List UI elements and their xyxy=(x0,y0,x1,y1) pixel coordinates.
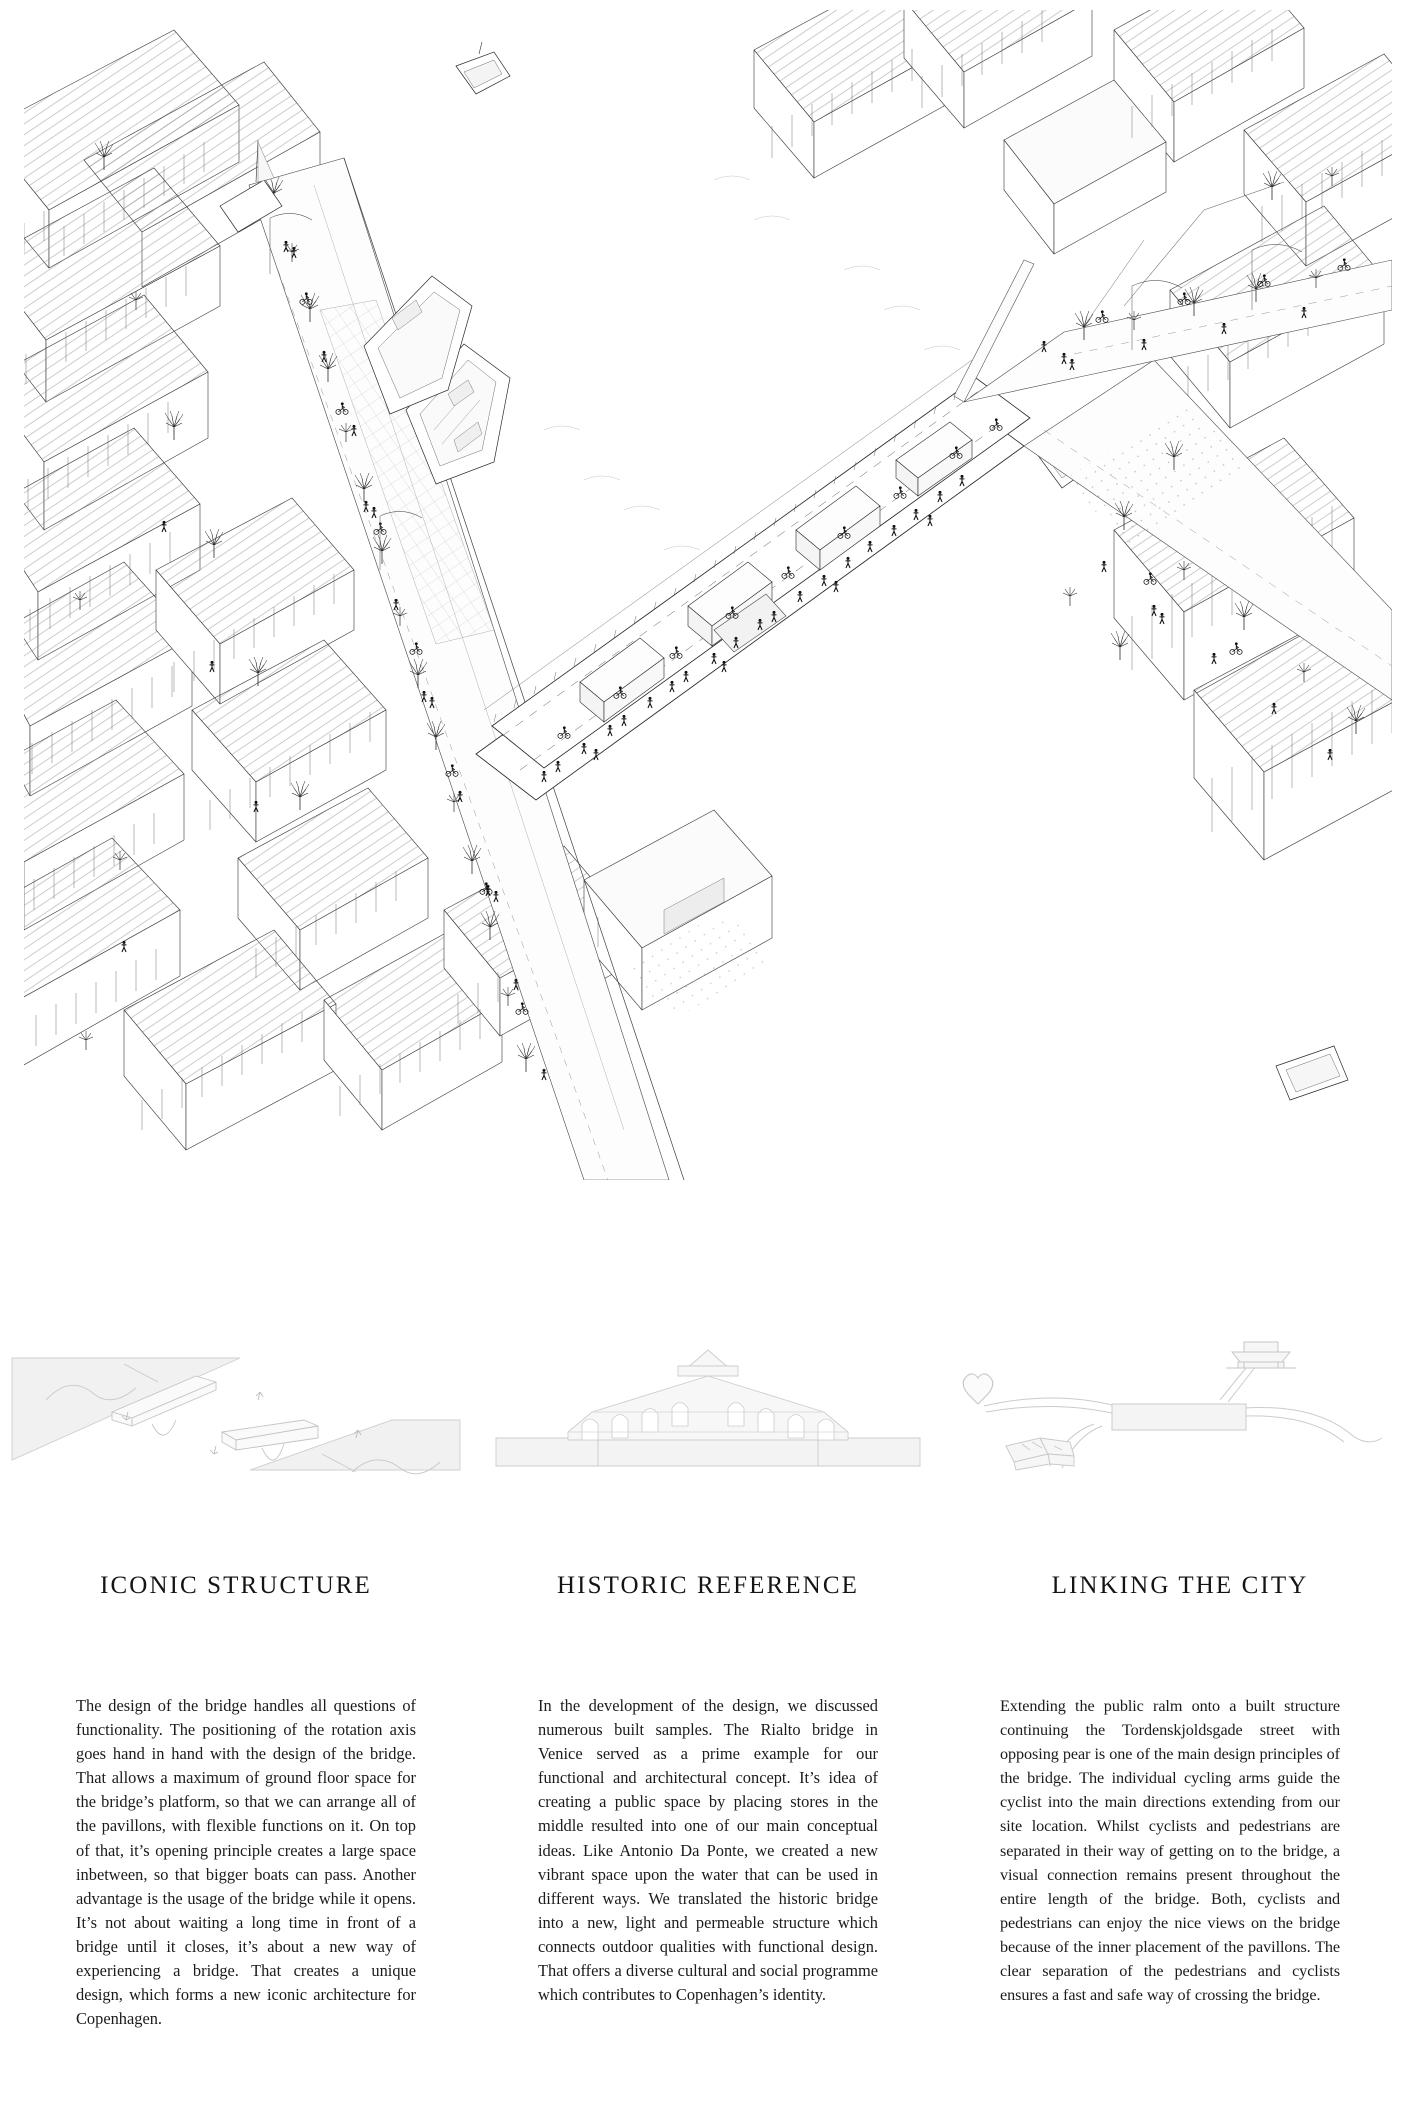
heading-cell-linking xyxy=(944,1572,1416,1600)
body-text-historic-reference: In the development of the design, we discussed numerous built samples. The Rialto bridge in Venice served as a prime example for our functional and architectural concept. It’s idea of creating a public space by placing stores in the middle resulted into one of our main conceptual ideas. Like Antonio Da Ponte, we created a new vibrant space upon the water that can be used in different ways. We translated the historic bridge into a new, light and permeable structure which connects outdoor qualities with functional design. That offers a diverse cultural and social programme which contributes to Copenhagen’s identity. xyxy=(538,1696,878,2005)
body-text-columns xyxy=(0,1694,1416,2031)
heading-cell-historic xyxy=(472,1572,944,1600)
rialto-bridge-diagram xyxy=(472,1320,944,1480)
column-iconic-structure xyxy=(76,1694,416,2031)
diagram-historic-reference xyxy=(472,1320,944,1480)
iconic-structure-diagram xyxy=(0,1320,472,1480)
linking-city-diagram xyxy=(944,1320,1416,1480)
section-headings xyxy=(0,1572,1416,1600)
heading-iconic-structure: ICONIC STRUCTURE xyxy=(100,1572,372,1599)
body-text-linking-the-city: Extending the public ralm onto a built structure continuing the Tordenskjoldsgade street with opposing pear is one of the main design principles of the bridge. The individual cycling arms guide the cyclist into the main directions extending from our site location. Whilst cyclists and pedestrians are separated in their way of getting on to the bridge, a visual connection remains present throughout the entire length of the bridge. Both, cyclists and pedestrians can enjoy the nice views on the bridge because of the inner placement of the pavillons. The clear separation of the pedestrians and cyclists ensures a fast and safe way of crossing the bridge. xyxy=(1000,1697,1340,2005)
heading-linking-the-city: LINKING THE CITY xyxy=(1051,1572,1309,1599)
aerial-render xyxy=(24,10,1392,1180)
column-historic-reference xyxy=(538,1694,878,2031)
concept-diagram-strip xyxy=(0,1320,1416,1480)
diagram-iconic-structure xyxy=(0,1320,472,1480)
heart-icon xyxy=(963,1374,993,1404)
aerial-render-svg xyxy=(24,10,1392,1180)
column-linking-the-city xyxy=(1000,1694,1340,2031)
diagram-linking-the-city xyxy=(944,1320,1416,1480)
heading-cell-iconic xyxy=(0,1572,472,1600)
body-text-iconic-structure: The design of the bridge handles all questions of functionality. The positioning of the rotation axis goes hand in hand with the design of the bridge. That allows a maximum of ground floor space for the bridge’s platform, so that we can arrange all of the pavillons, with flexible functions on it. On top of that, it’s opening principle creates a large space inbetween, so that bigger boats can pass. Another advantage is the usage of the bridge while it opens. It’s not about waiting a long time in front of a bridge until it closes, it’s about a new way of experiencing a bridge. That creates a unique design, which forms a new iconic architecture for Copenhagen. xyxy=(76,1696,416,2029)
heading-historic-reference: HISTORIC REFERENCE xyxy=(557,1572,859,1599)
